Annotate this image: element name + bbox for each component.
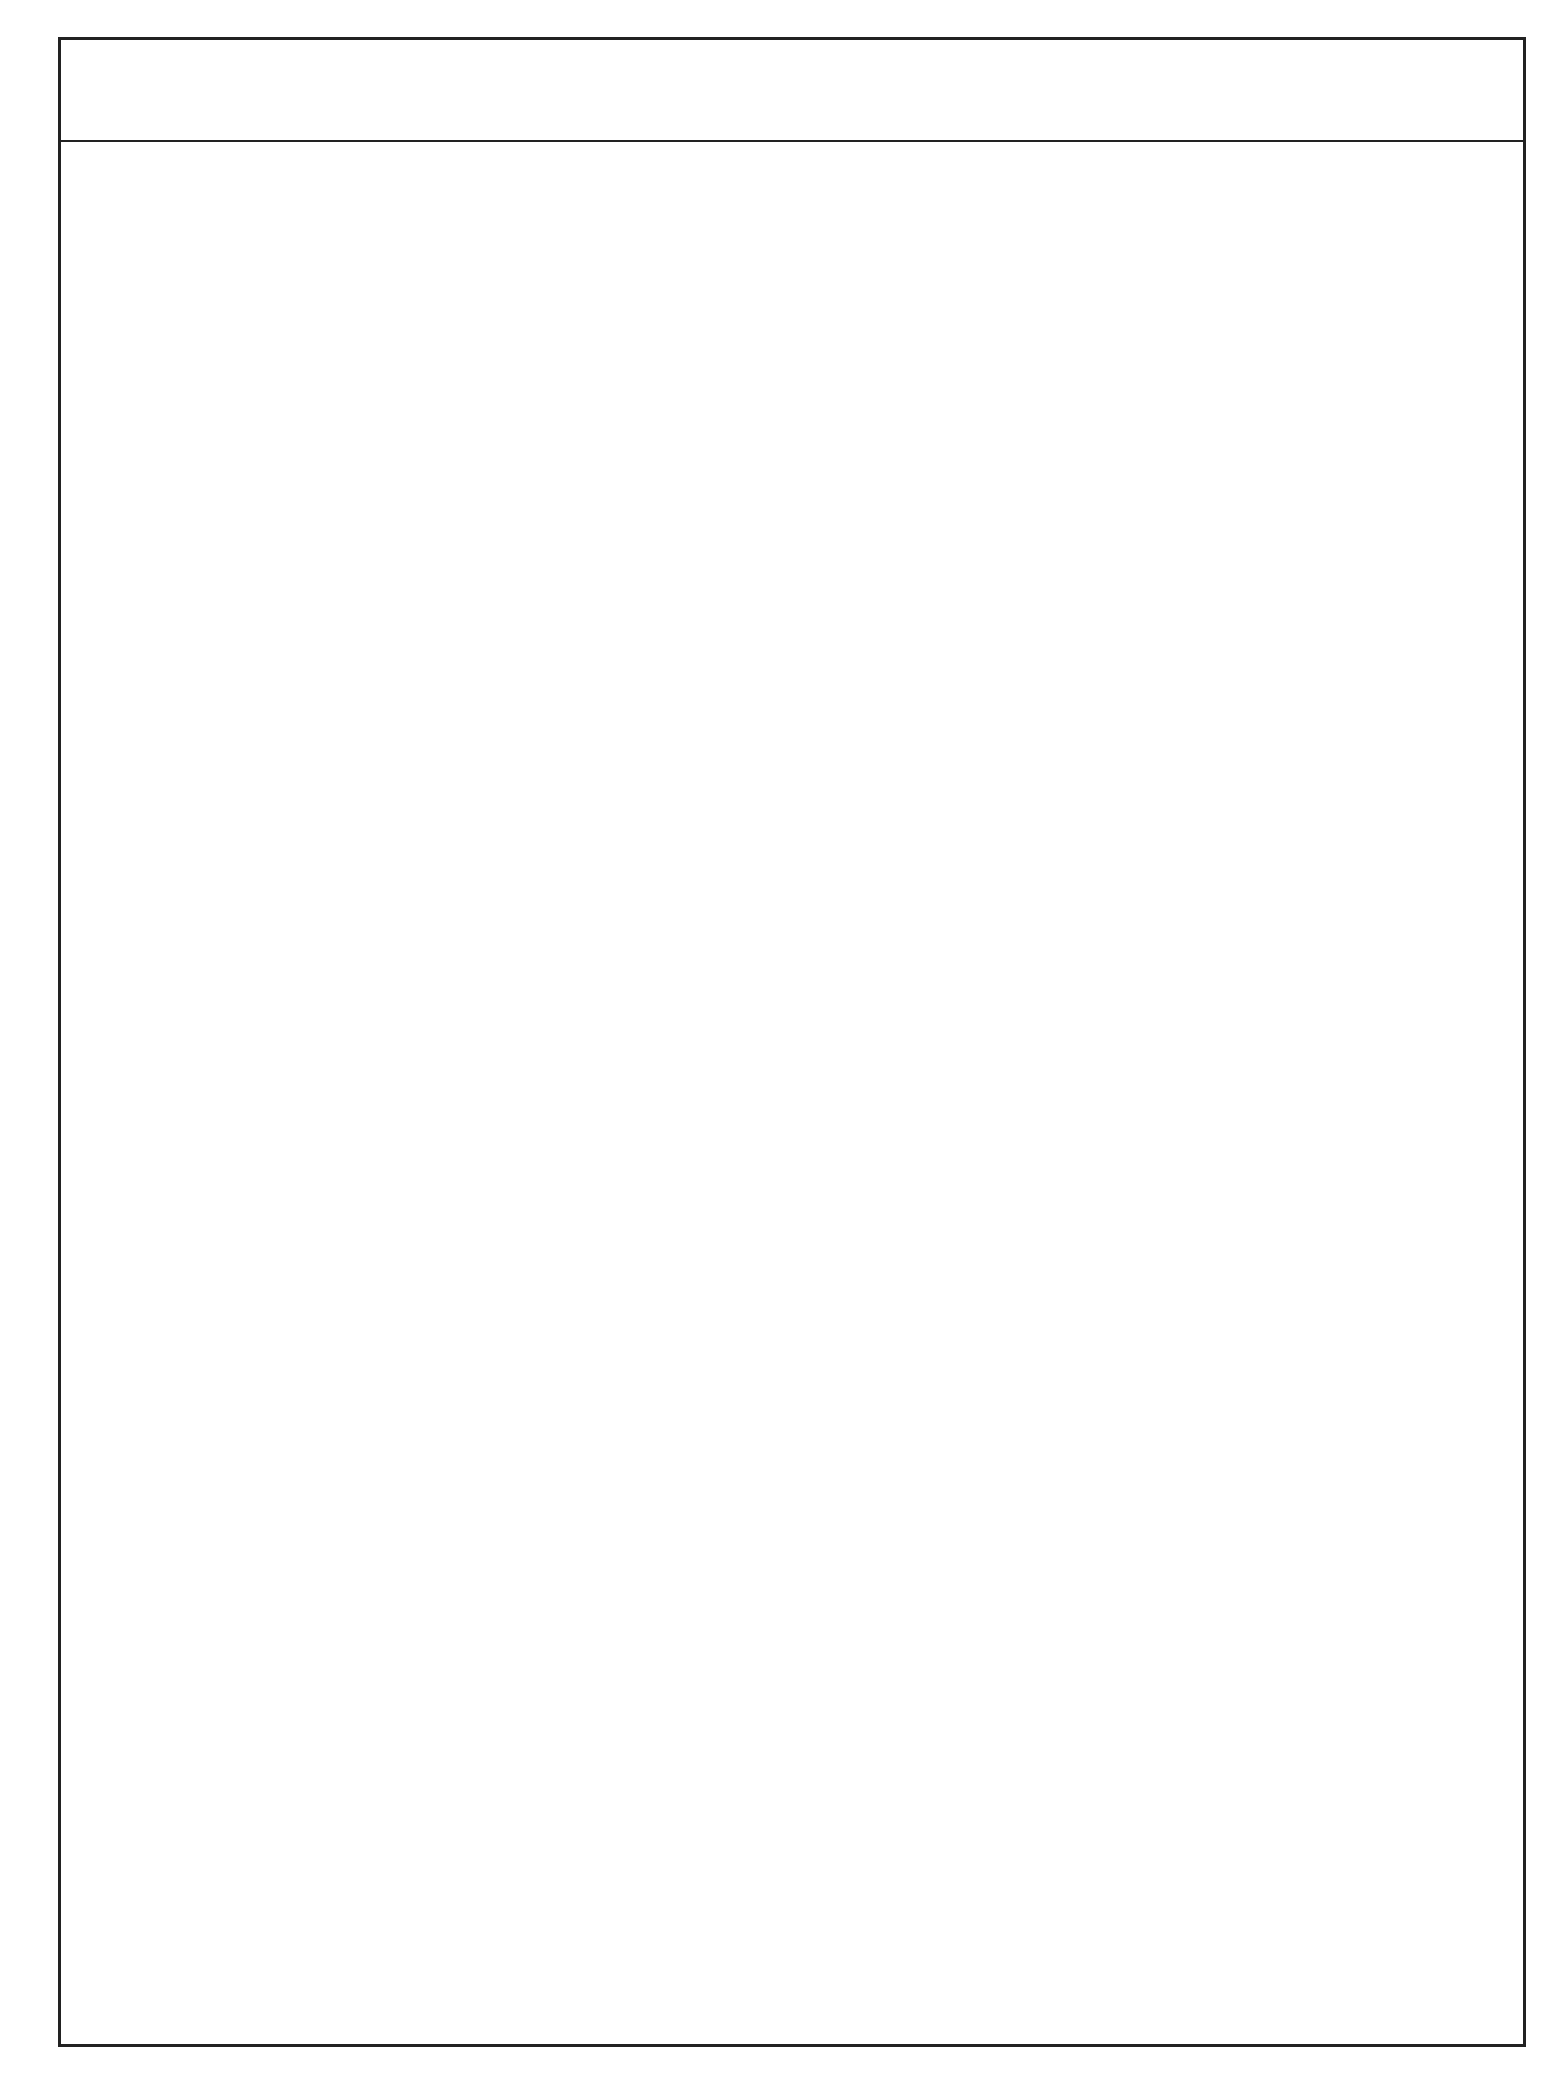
title-box (61, 40, 1523, 142)
survey-form (58, 37, 1526, 2047)
